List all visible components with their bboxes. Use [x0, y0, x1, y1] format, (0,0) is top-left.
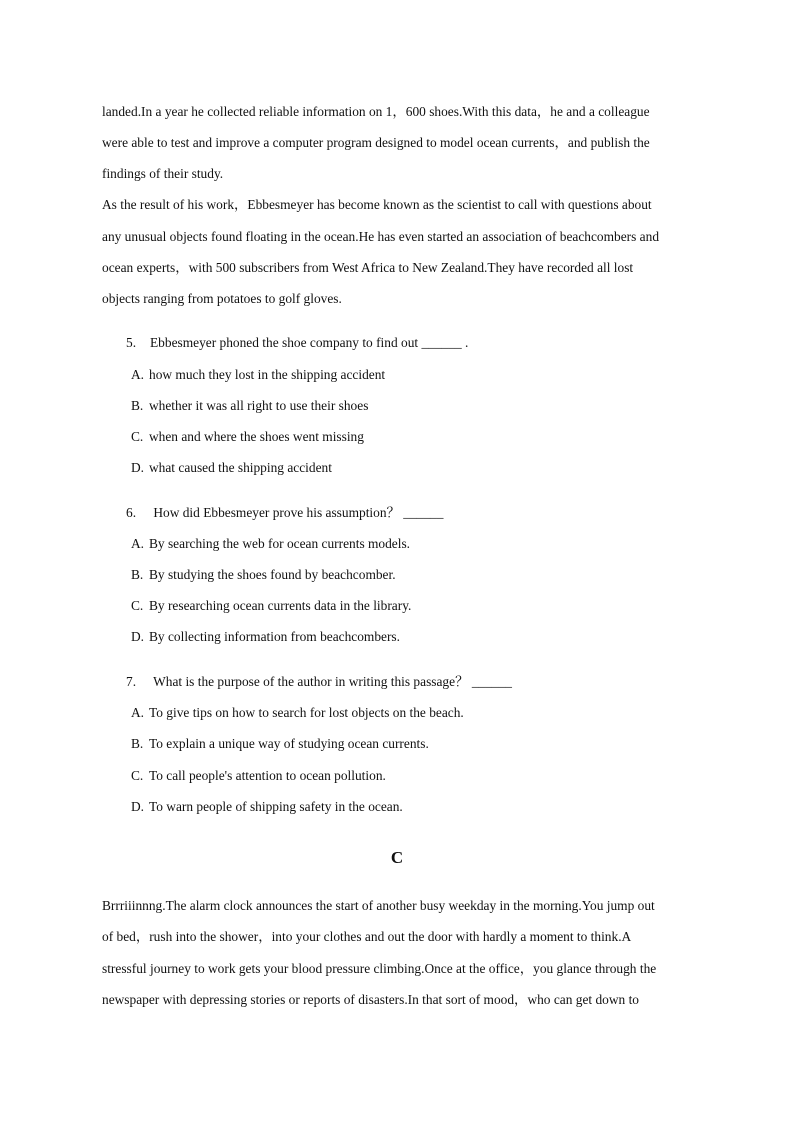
passage-line: stressful journey to work gets your blood pressure climbing.Once at the office，you glance through the [102, 961, 657, 976]
option-text: when and where the shoes went missing [149, 429, 364, 444]
option-letter: D. [131, 799, 145, 814]
passage-line: findings of their study. [102, 166, 224, 181]
passage-line: objects ranging from potatoes to golf gloves. [102, 291, 342, 306]
passage-line: any unusual objects found floating in the ocean.He has even started an association of beachcombers and [102, 229, 660, 244]
option-letter: C. [131, 598, 144, 613]
option-letter: A. [131, 536, 145, 551]
question-text: How did Ebbesmeyer prove his assumption？ ______ [150, 505, 444, 520]
option-text: By studying the shoes found by beachcomber. [149, 567, 396, 582]
question-5-option-c [131, 429, 364, 445]
question-5-option-a [131, 367, 385, 383]
option-text: By searching the web for ocean currents models. [149, 536, 411, 551]
question-number: 6. [126, 505, 137, 520]
option-text: To give tips on how to search for lost objects on the beach. [149, 705, 464, 720]
option-text: what caused the shipping accident [149, 460, 332, 475]
passage-line: of bed，rush into the shower，into your clothes and out the door with hardly a moment to think.A [102, 929, 632, 944]
passage-line: Brrriiinnng.The alarm clock announces the start of another busy weekday in the morning.You jump out [102, 898, 655, 913]
question-7-option-d [131, 799, 403, 815]
passage-line: newspaper with depressing stories or reports of disasters.In that sort of mood，who can get down to [102, 992, 640, 1007]
question-6-option-d [131, 629, 400, 645]
passage-line: were able to test and improve a computer program designed to model ocean currents，and publish the [102, 135, 650, 150]
option-letter: C. [131, 768, 144, 783]
question-6-option-b [131, 567, 396, 583]
question-7-option-b [131, 736, 429, 752]
question-6-option-a [131, 536, 410, 552]
option-letter: B. [131, 736, 144, 751]
question-7-option-c [131, 768, 386, 784]
question-text: Ebbesmeyer phoned the shoe company to find out ______ . [150, 335, 469, 350]
question-7-stem [126, 674, 512, 690]
question-5-option-d [131, 460, 332, 476]
question-number: 7. [126, 674, 137, 689]
option-text: By collecting information from beachcombers. [149, 629, 400, 644]
option-text: To call people's attention to ocean pollution. [149, 768, 386, 783]
question-6-option-c [131, 598, 411, 614]
question-6-stem [126, 505, 443, 521]
question-5-option-b [131, 398, 368, 414]
option-letter: A. [131, 367, 145, 382]
question-5-stem [126, 335, 468, 351]
passage-line: As the result of his work，Ebbesmeyer has become known as the scientist to call with questions about [102, 197, 652, 212]
question-text: What is the purpose of the author in writing this passage？ ______ [150, 674, 512, 689]
option-text: To warn people of shipping safety in the ocean. [149, 799, 403, 814]
option-letter: C. [131, 429, 144, 444]
option-text: To explain a unique way of studying ocean currents. [149, 736, 429, 751]
question-number: 5. [126, 335, 137, 350]
option-letter: D. [131, 460, 145, 475]
option-text: By researching ocean currents data in the library. [149, 598, 412, 613]
section-heading: C [390, 848, 404, 867]
passage-line: ocean experts，with 500 subscribers from West Africa to New Zealand.They have recorded all lost [102, 260, 634, 275]
question-7-option-a [131, 705, 464, 721]
option-text: whether it was all right to use their shoes [149, 398, 369, 413]
option-letter: B. [131, 398, 144, 413]
passage-line: landed.In a year he collected reliable information on 1，600 shoes.With this data，he and a colleague [102, 104, 650, 119]
option-letter: A. [131, 705, 145, 720]
option-text: how much they lost in the shipping accident [149, 367, 386, 382]
option-letter: D. [131, 629, 145, 644]
option-letter: B. [131, 567, 144, 582]
